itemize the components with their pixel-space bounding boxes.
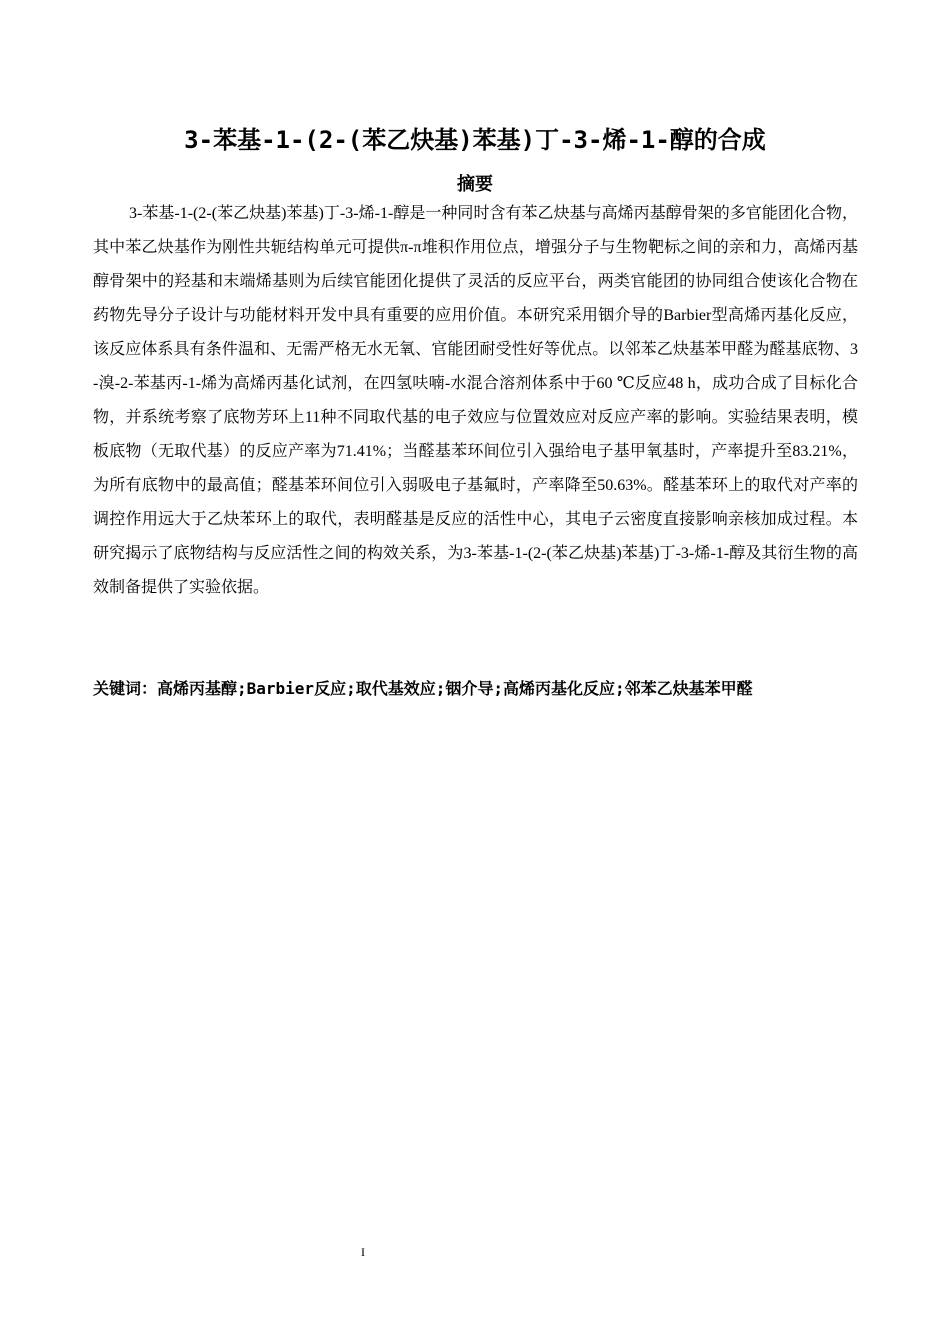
abstract-heading: 摘要: [457, 174, 493, 195]
page-number: I: [361, 1245, 365, 1259]
document-title: 3-苯基-1-(2-(苯乙炔基)苯基)丁-3-烯-1-醇的合成: [184, 126, 766, 154]
abstract-body: 3-苯基-1-(2-(苯乙炔基)苯基)丁-3-烯-1-醇是一种同时含有苯乙炔基与高烯丙基醇骨架的多官能团化合物，其中苯乙炔基作为刚性共轭结构单元可提供π-π堆积作用位点，增强分子与生物靶标之间的亲和力，高烯丙基醇骨架中的羟基和末端烯基则为后续官能团化提供了灵活的反应平台，两类官能团的协同组合使该化合物在药物先导分子设计与功能材料开发中具有重要的应用价值。本研究采用铟介导的Barbier型高烯丙基化反应，该反应体系具有条件温和、无需严格无水无氧、官能团耐受性好等优点。以邻苯乙炔基苯甲醛为醛基底物、3-溴-2-苯基丙-1-烯为高烯丙基化试剂，在四氢呋喃-水混合溶剂体系中于60 ℃反应48 h，成功合成了目标化合物，并系统考察了底物芳环上11种不同取代基的电子效应与位置效应对反应产率的影响。实验结果表明，模板底物（无取代基）的反应产率为71.41%；当醛基苯环间位引入强给电子基甲氧基时，产率提升至83.21%，为所有底物中的最高值；醛基苯环间位引入弱吸电子基氟时，产率降至50.63%。醛基苯环上的取代对产率的调控作用远大于乙炔苯环上的取代，表明醛基是反应的活性中心，其电子云密度直接影响亲核加成过程。本研究揭示了底物结构与反应活性之间的构效关系，为3-苯基-1-(2-(苯乙炔基)苯基)丁-3-烯-1-醇及其衍生物的高效制备提供了实验依据。: [93, 205, 858, 596]
keywords: 关键词：高烯丙基醇;Barbier反应;取代基效应;铟介导;高烯丙基化反应;邻苯乙炔基苯甲醛: [93, 679, 753, 698]
